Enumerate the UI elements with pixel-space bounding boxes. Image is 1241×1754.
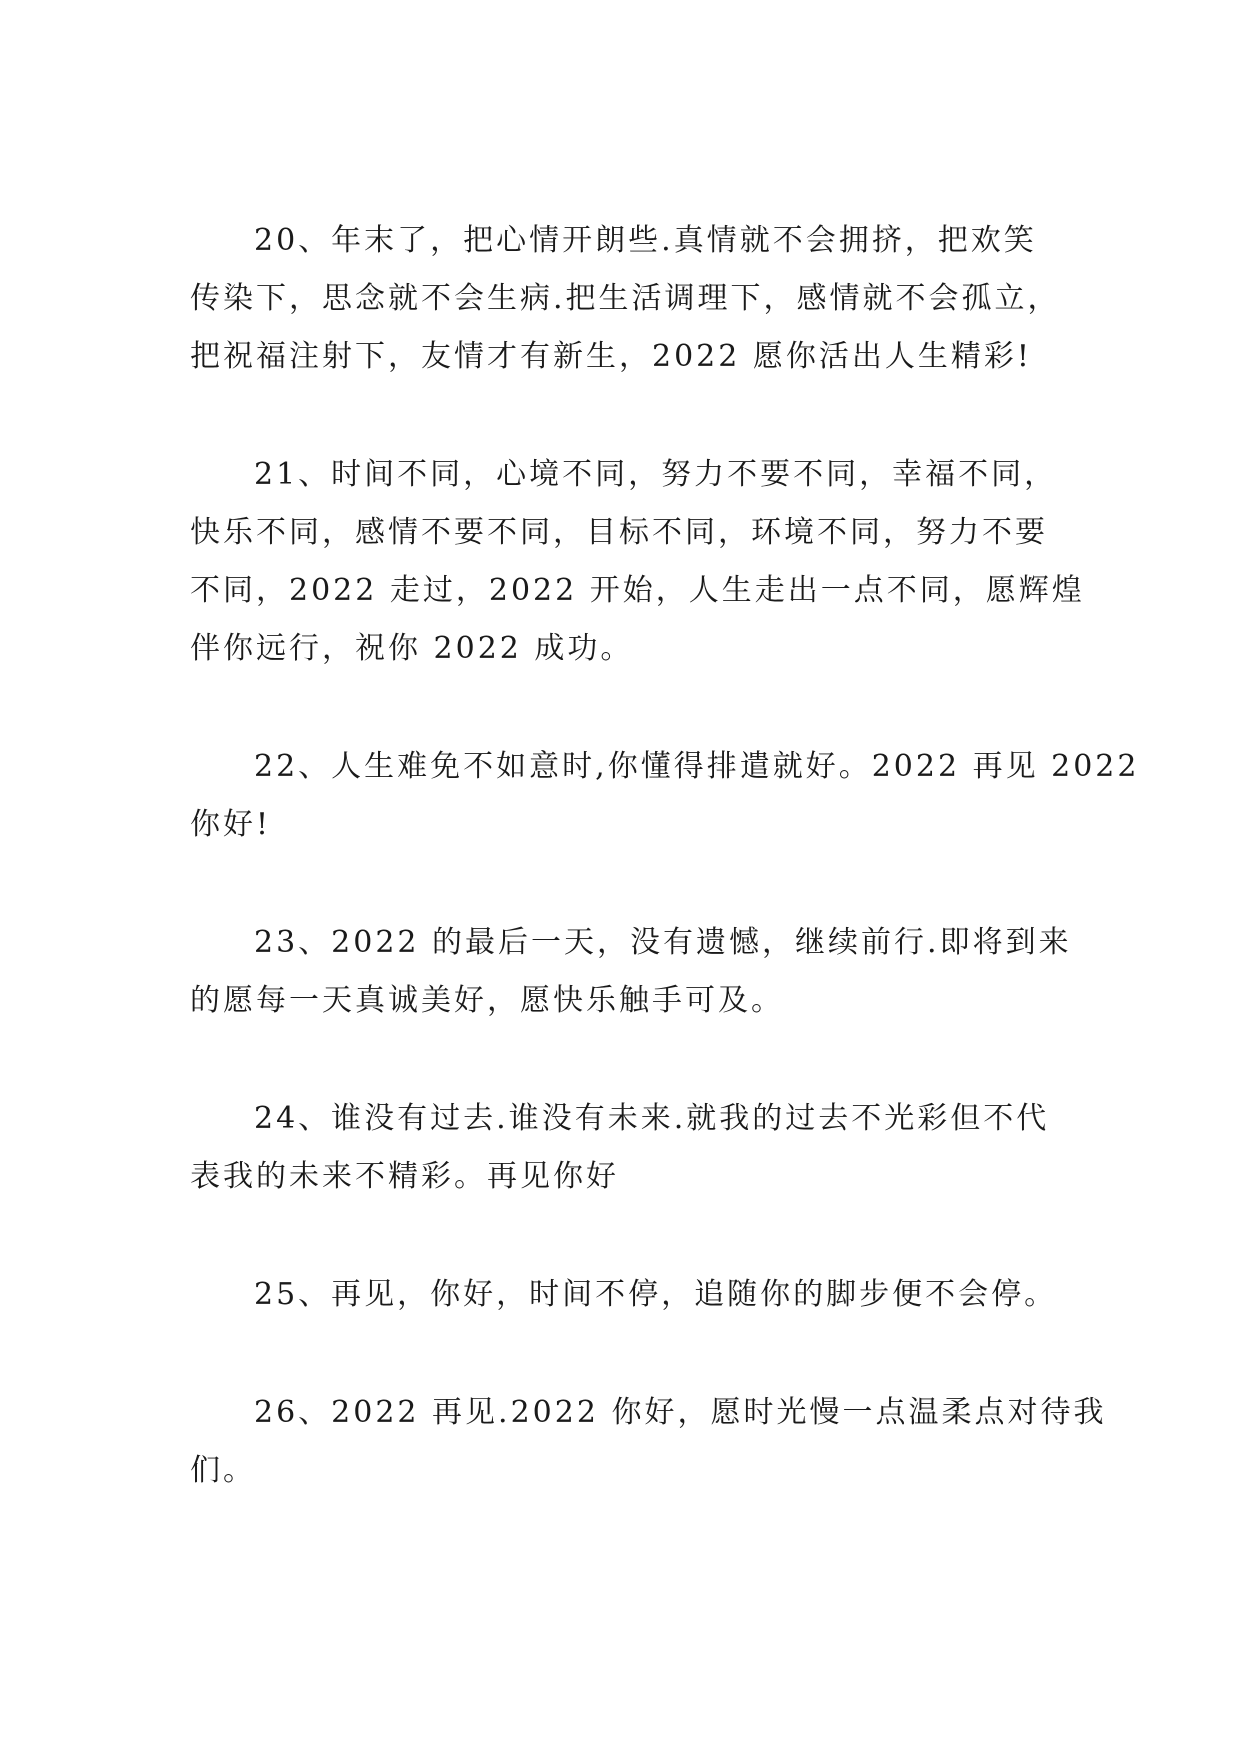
paragraph-line: 你好! <box>190 807 272 842</box>
paragraph-line: 快乐不同，感情不要不同，目标不同，环境不同，努力不要 <box>190 515 1048 550</box>
paragraph-line: 传染下，思念就不会生病.把生活调理下，感情就不会孤立， <box>190 281 1061 316</box>
paragraph-22 <box>190 738 1140 854</box>
paragraph-line: 21、时间不同，心境不同，努力不要不同，幸福不同， <box>254 457 1058 492</box>
paragraph-line: 26、2022 再见.2022 你好，愿时光慢一点温柔点对待我 <box>254 1395 1107 1430</box>
paragraph-line: 23、2022 的最后一天，没有遗憾，继续前行.即将到来 <box>254 925 1072 960</box>
paragraph-line: 24、谁没有过去.谁没有未来.就我的过去不光彩但不代 <box>254 1101 1050 1136</box>
paragraph-25 <box>190 1266 1070 1324</box>
paragraph-line: 20、年末了，把心情开朗些.真情就不会拥挤，把欢笑 <box>254 223 1037 258</box>
paragraph-20 <box>190 212 1070 386</box>
paragraph-24 <box>190 1090 1070 1206</box>
paragraph-23 <box>190 914 1070 1030</box>
paragraph-21 <box>190 446 1085 678</box>
paragraph-line: 把祝福注射下，友情才有新生，2022 愿你活出人生精彩! <box>190 339 1032 374</box>
paragraph-line: 们。 <box>190 1453 256 1488</box>
paragraph-line: 25、再见，你好，时间不停，追随你的脚步便不会停。 <box>254 1277 1058 1312</box>
paragraph-line: 22、人生难免不如意时,你懂得排遣就好。2022 再见 2022 <box>254 749 1140 784</box>
paragraph-line: 表我的未来不精彩。再见你好 <box>190 1159 619 1194</box>
paragraph-line: 不同，2022 走过，2022 开始，人生走出一点不同，愿辉煌 <box>190 573 1085 608</box>
paragraph-26 <box>190 1384 1107 1500</box>
paragraph-line: 的愿每一天真诚美好，愿快乐触手可及。 <box>190 983 784 1018</box>
paragraph-line: 伴你远行，祝你 2022 成功。 <box>190 631 634 666</box>
